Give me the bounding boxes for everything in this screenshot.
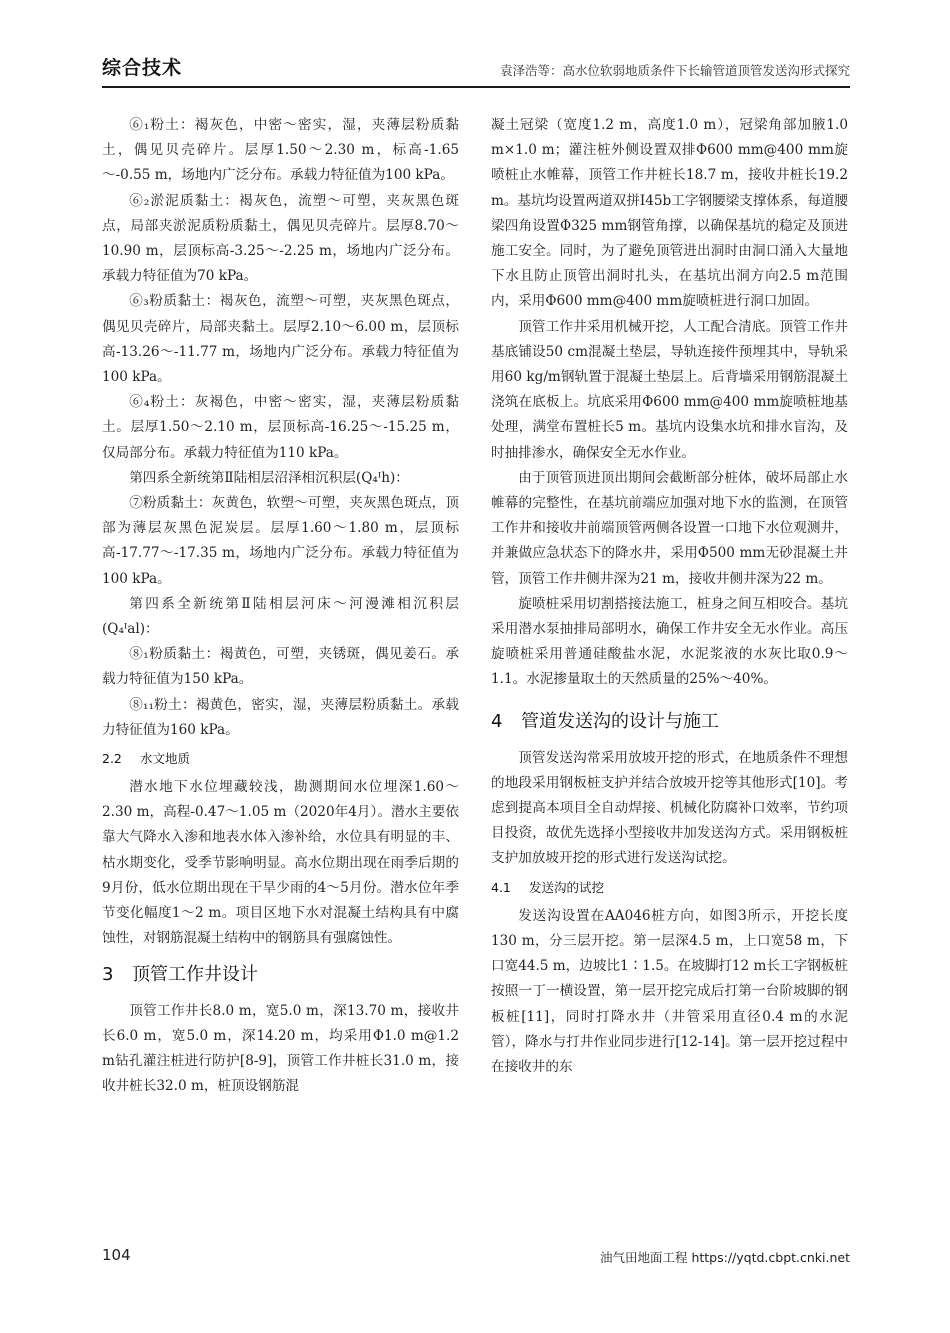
section-title: 发送沟的试挖	[529, 879, 605, 895]
left-column	[102, 113, 459, 1099]
paragraph: ⑧₁₁粉土：褐黄色，密实，湿，夹薄层粉质黏土。承载力特征值为160 kPa。	[102, 696, 459, 738]
paragraph: 第四系全新统第Ⅱ陆相层河床～河漫滩相沉积层(Q₄ᴵal)：	[102, 595, 459, 638]
section-number: 4.1	[491, 879, 511, 895]
section-heading-2-2	[102, 746, 459, 772]
paragraph: ⑥₂淤泥质黏土：褐灰色，流塑～可塑，夹灰黑色斑点，局部夹淤泥质粉质黏土，偶见贝壳碎片。层厚8.70～10.90 m，层顶标高-3.25～-2.25 m，场地内广泛分布。承载力特征值为70 kPa。	[102, 192, 459, 285]
section-number: 2.2	[102, 751, 122, 767]
section-heading-3	[102, 960, 459, 990]
paragraph: ⑥₁粉土：褐灰色，中密～密实，湿，夹薄层粉质黏土，偶见贝壳碎片。层厚1.50～2.30 m，标高-1.65～-0.55 m，场地内广泛分布。承载力特征值为100 kPa。	[102, 117, 459, 184]
paragraph: 凝土冠梁（宽度1.2 m，高度1.0 m），冠梁角部加腋1.0 m×1.0 m；灌注桩外侧设置双排Φ600 mm@400 mm旋喷桩止水帷幕，顶管工作井桩长18.7 m，接收井桩长19.2 m。基坑均设置两道双拼I45b工字钢腰梁支撑体系，每道腰梁四角设置Φ325 mm钢管角撑，以确保基坑的稳定及顶进施工安全。同时，为了避免顶管进出洞时由洞口涌入大量地下水且防止顶管出洞时扎头，在基坑出洞方向2.5 m范围内，采用Φ600 mm@400 mm旋喷桩进行洞口加固。	[491, 117, 848, 310]
journal-name: 油气田地面工程 https://yqtd.cbpt.cnki.net	[599, 1250, 850, 1265]
section-heading-4-1	[491, 875, 848, 901]
right-column	[491, 113, 848, 1080]
paragraph: ⑧₁粉质黏土：褐黄色，可塑，夹锈斑，偶见姜石。承载力特征值为150 kPa。	[102, 646, 459, 688]
paragraph: 顶管工作井长8.0 m，宽5.0 m，深13.70 m，接收井长6.0 m，宽5.0 m，深14.20 m，均采用Φ1.0 m@1.2 m钻孔灌注桩进行防护[8-9]，顶管工作井桩长31.0 m，接收井桩长32.0 m，桩顶设钢筋混	[102, 1002, 459, 1095]
section-title: 顶管工作井设计	[132, 963, 258, 985]
paragraph: 顶管发送沟常采用放坡开挖的形式，在地质条件不理想的地段采用钢板桩支护并结合放坡开挖等其他形式[10]。考虑到提高本项目全自动焊接、机械化防腐补口效率，节约项目投资，故优先选择小型接收井加发送沟方式。采用钢板桩支护加放坡开挖的形式进行发送沟试挖。	[491, 749, 848, 867]
running-title: 袁泽浩等：高水位软弱地质条件下长输管道顶管发送沟形式探究	[499, 63, 850, 78]
paragraph: 第四系全新统第Ⅱ陆相层沼泽相沉积层(Q₄ᴵh)：	[129, 469, 409, 486]
paragraph: ⑦粉质黏土：灰黄色，软塑～可塑，夹灰黑色斑点，顶部为薄层灰黑色泥炭层。层厚1.60～1.80 m，层顶标高-17.77～-17.35 m，场地内广泛分布。承载力特征值为100 kPa。	[102, 495, 459, 587]
section-number: 3	[102, 963, 114, 985]
page-header	[102, 56, 850, 88]
section-heading-4	[491, 707, 848, 737]
section-title: 管道发送沟的设计与施工	[521, 710, 719, 732]
section-label: 综合技术	[102, 57, 183, 79]
paragraph: ⑥₃粉质黏土：褐灰色，流塑～可塑，夹灰黑色斑点，偶见贝壳碎片，局部夹黏土。层厚2.10～6.00 m，层顶标高-13.26～-11.77 m，场地内广泛分布。承载力特征值为100 kPa。	[102, 293, 459, 386]
paragraph: 顶管工作井采用机械开挖，人工配合清底。顶管工作井基底铺设50 cm混凝土垫层，导轨连接件预埋其中，导轨采用60 kg/m钢轨置于混凝土垫层上。后背墙采用钢筋混凝土浇筑在底板上。坑底采用Φ600 mm@400 mm旋喷桩地基处理，满堂布置桩长5 m。基坑内设集水坑和排水盲沟，及时抽排渗水，确保安全无水作业。	[491, 318, 848, 461]
page-number: 104	[102, 1246, 131, 1264]
paragraph: ⑥₄粉土：灰褐色，中密～密实，湿，夹薄层粉质黏土。层厚1.50～2.10 m，层顶标高-16.25～-15.25 m，仅局部分布。承载力特征值为110 kPa。	[102, 394, 459, 461]
section-number: 4	[491, 710, 503, 732]
paragraph: 由于顶管顶进顶出期间会截断部分桩体，破坏局部止水帷幕的完整性，在基坑前端应加强对地下水的监测，在顶管工作井和接收井前端顶管两侧各设置一口地下水位观测井，并兼做应急状态下的降水井，采用Φ500 mm无砂混凝土井管，顶管工作井侧井深为21 m，接收井侧井深为22 m。	[491, 469, 848, 587]
paragraph: 旋喷桩采用切割搭接法施工，桩身之间互相咬合。基坑采用潜水泵抽排局部明水，确保工作井安全无水作业。高压旋喷桩采用普通硅酸盐水泥，水泥浆液的水灰比取0.9～1.1。水泥掺量取土的天然质量的25%～40%。	[491, 595, 848, 688]
paragraph: 潜水地下水位埋藏较浅，勘测期间水位埋深1.60～2.30 m，高程-0.47～1.05 m（2020年4月）。潜水主要依靠大气降水入渗和地表水体入渗补给，水位具有明显的丰、枯水期变化，受季节影响明显。高水位期出现在雨季后期的9月份，低水位期出现在干旱少雨的4～5月份。潜水位年季节变化幅度1～2 m。项目区地下水对混凝土结构具有中腐蚀性，对钢筋混凝土结构中的钢筋具有强腐蚀性。	[102, 779, 459, 947]
paragraph: 发送沟设置在AA046桩方向，如图3所示，开挖长度130 m，分三层开挖。第一层深4.5 m，上口宽58 m，下口宽44.5 m，边坡比1∶1.5。在坡脚打12 m长工字钢板桩按照一丁一横设置，第一层开挖完成后打第一台阶坡脚的钢板桩[11]，同时打降水井（井管采用直径0.4 m的水泥管），降水与打井作业同步进行[12-14]。第一层开挖过程中在接收井的东	[491, 907, 848, 1075]
section-title: 水文地质	[140, 751, 191, 767]
